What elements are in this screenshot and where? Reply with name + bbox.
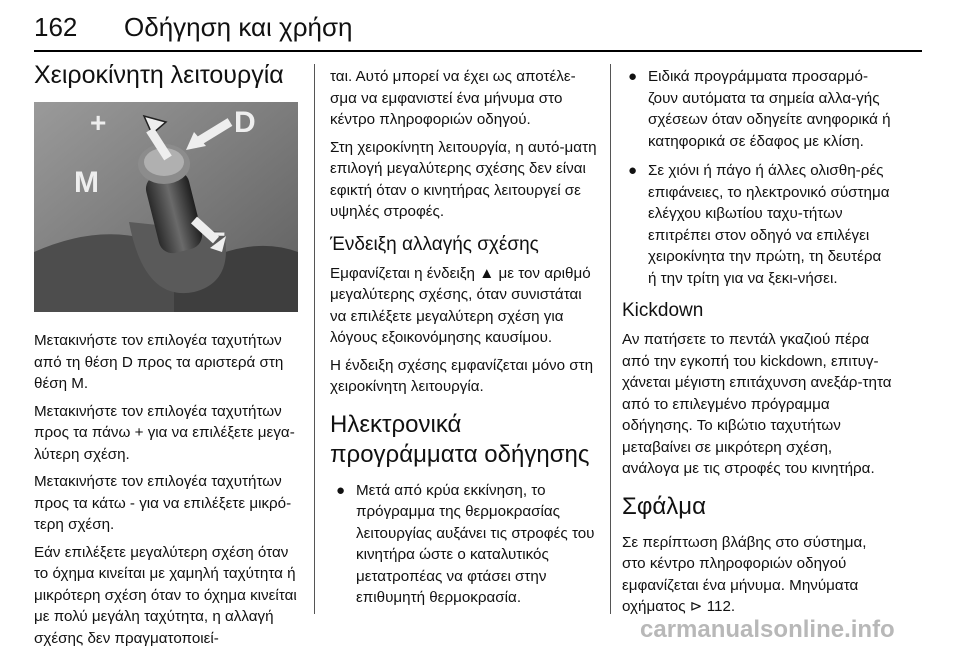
plus-label: +: [90, 107, 107, 138]
chapter-title: Οδήγηση και χρήση: [124, 12, 353, 42]
section-title: Χειροκίνητη λειτουργία: [34, 61, 284, 89]
bullet-item: [330, 480, 600, 609]
paragraph: Αν πατήσετε το πεντάλ γκαζιού πέρα από την εγκοπή του kickdown, επιτυγ-χάνεται μέγιστη επιτάχυνση ανεξάρ-τητα από το επιλεγμένο πρόγραμμα οδήγησης. Το κιβώτιο ταχυτήτων μεταβαίνει σε μικρότερη σχέση, ανάλογα με τις στροφές του κινητήρα.: [622, 331, 892, 477]
paragraph: Μετακινήστε τον επιλογέα ταχυτήτων προς τα πάνω + για να επιλέξετε μεγα-λύτερη σχέση.: [34, 402, 295, 463]
heading-fault: Σφάλμα: [622, 492, 706, 520]
column-middle: [330, 66, 600, 617]
bullet-dot: ●: [628, 162, 638, 179]
bullet-text: Ειδικά προγράμματα προσαρμό-ζουν αυτόματα τα σημεία αλλα-γής σχέσεων όταν οδηγείτε ανηφορικά ή κατηφορικά σε έδαφος με κλίση.: [648, 68, 891, 150]
m-label: M: [74, 166, 99, 199]
watermark: carmanualsonline.info: [640, 616, 895, 643]
heading-kickdown: Kickdown: [622, 300, 704, 321]
bullet-dot: ●: [628, 68, 638, 85]
paragraph: Εάν επιλέξετε μεγαλύτερη σχέση όταν το όχημα κινείται με χαμηλή ταχύτητα ή μικρότερη σχέση όταν το όχημα κινείται με πολύ μεγάλη ταχύτητα, η αλλαγή σχέσης δεν πραγματοποιεί-: [34, 543, 297, 647]
d-label: D: [234, 106, 256, 139]
heading-shift-indicator: Ένδειξη αλλαγής σχέσης: [330, 233, 539, 255]
heading-driving-programs: Ηλεκτρονικά προγράμματα οδήγησης: [330, 410, 590, 468]
page-header: [34, 6, 924, 50]
gear-selector-figure: [34, 102, 298, 312]
gear-selector-illustration: [34, 102, 298, 312]
bullet-text: Σε χιόνι ή πάγο ή άλλες ολισθη-ρές επιφάνειες, το ηλεκτρονικό σύστημα ελέγχου κιβωτίου ταχυ-τήτων επιτρέπει στον οδηγό να επιλέγει χειροκίνητα την πρώτη, τη δευτέρα ή την τρίτη για να ξεκι-νήσει.: [648, 162, 890, 287]
column-divider-2: [610, 64, 611, 614]
paragraph: Η ένδειξη σχέσης εμφανίζεται μόνο στη χειροκίνητη λειτουργία.: [330, 356, 594, 395]
paragraph: Μετακινήστε τον επιλογέα ταχυτήτων προς τα κάτω - για να επιλέξετε μικρό-τερη σχέση.: [34, 473, 292, 533]
minus-label: −: [208, 218, 226, 251]
column-left: [34, 50, 302, 655]
paragraph: ται. Αυτό μπορεί να έχει ως αποτέλε-σμα να εμφανιστεί ένα μήνυμα στο κέντρο πληροφοριών οδηγού.: [330, 68, 576, 128]
bullet-dot: ●: [336, 481, 346, 499]
bullet-item: [622, 66, 892, 152]
paragraph: Μετακινήστε τον επιλογέα ταχυτήτων από τη θέση D προς τα αριστερά στη θέση M.: [34, 332, 284, 392]
bullet-text: Μετά από κρύα εκκίνηση, το πρόγραμμα της θερμοκρασίας λειτουργίας αυξάνει τις στροφές του κινητήρα ώστε ο καταλυτικός μετατροπέας να φτάσει στην επιθυμητή θερμοκρασία.: [356, 481, 595, 606]
paragraph: Σε περίπτωση βλάβης στο σύστημα, στο κέντρο πληροφοριών οδηγού εμφανίζεται ένα μήνυμα. Μηνύματα οχήματος ⊳ 112.: [622, 533, 867, 615]
page-number: 162: [34, 12, 78, 42]
column-right: [622, 66, 892, 624]
column-divider-1: [314, 64, 315, 614]
paragraph: Στη χειροκίνητη λειτουργία, η αυτό-ματη επιλογή μεγαλύτερης σχέσης δεν είναι εφικτή όταν ο κινητήρας λειτουργεί σε υψηλές στροφές.: [330, 138, 597, 220]
bullet-item: [622, 160, 892, 289]
paragraph: Εμφανίζεται η ένδειξη ▲ με τον αριθμό μεγαλύτερης σχέσης, όταν συνιστάται να επιλέξετε μεγαλύτερη σχέση για λόγους εξοικονόμησης καυσίμου.: [330, 264, 591, 346]
